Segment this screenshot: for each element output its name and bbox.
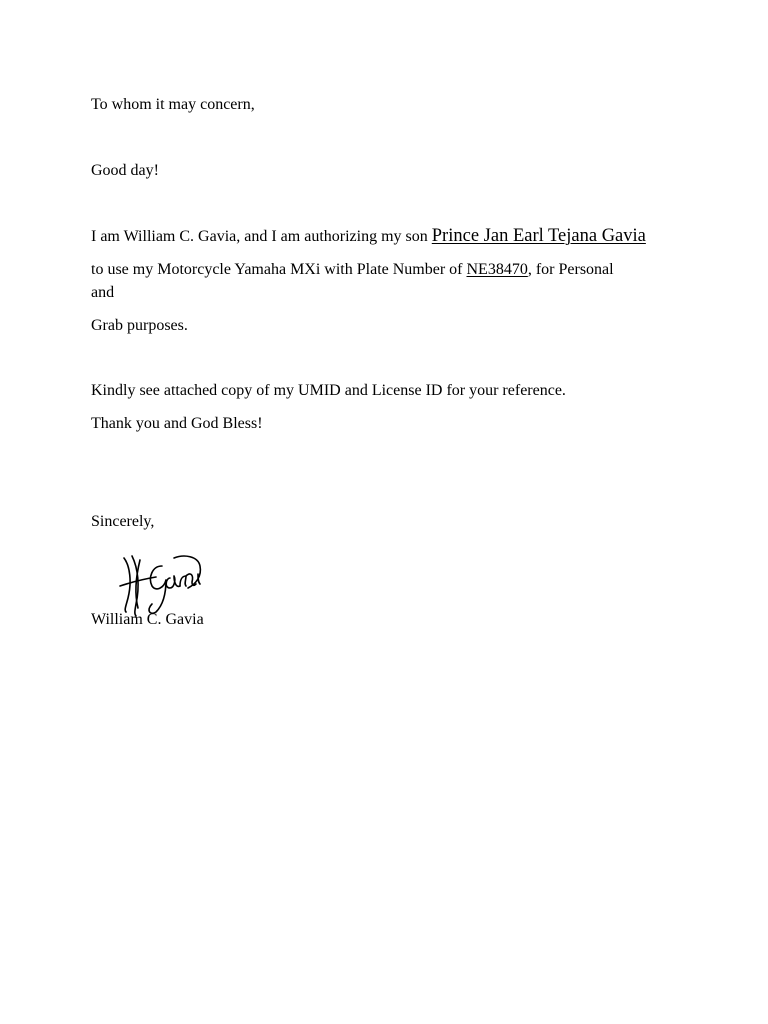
attachment-note: Kindly see attached copy of my UMID and License ID for your reference. xyxy=(91,382,566,399)
thanks-text: Thank you and God Bless! xyxy=(91,415,263,432)
signature xyxy=(118,552,204,620)
plate-number: NE38470 xyxy=(466,261,528,278)
vehicle-prefix: to use my Motorcycle Yamaha MXi with Plate Number of xyxy=(91,261,467,278)
paragraph-authorization-line-1 xyxy=(91,227,646,246)
signature-icon xyxy=(118,552,204,620)
signatory-name: William C. Gavia xyxy=(91,611,204,628)
closing: Sincerely, xyxy=(91,513,155,530)
authorization-intro: I am William C. Gavia, and I am authorizing my son xyxy=(91,228,432,245)
paragraph-authorization-line-2 xyxy=(91,260,614,279)
wrap-word: and xyxy=(91,284,115,301)
salutation: To whom it may concern, xyxy=(91,96,255,113)
vehicle-suffix: , for Personal xyxy=(527,261,614,278)
purpose-text: Grab purposes. xyxy=(91,317,188,334)
greeting: Good day! xyxy=(91,162,159,179)
son-name: Prince Jan Earl Tejana Gavia xyxy=(431,226,646,246)
